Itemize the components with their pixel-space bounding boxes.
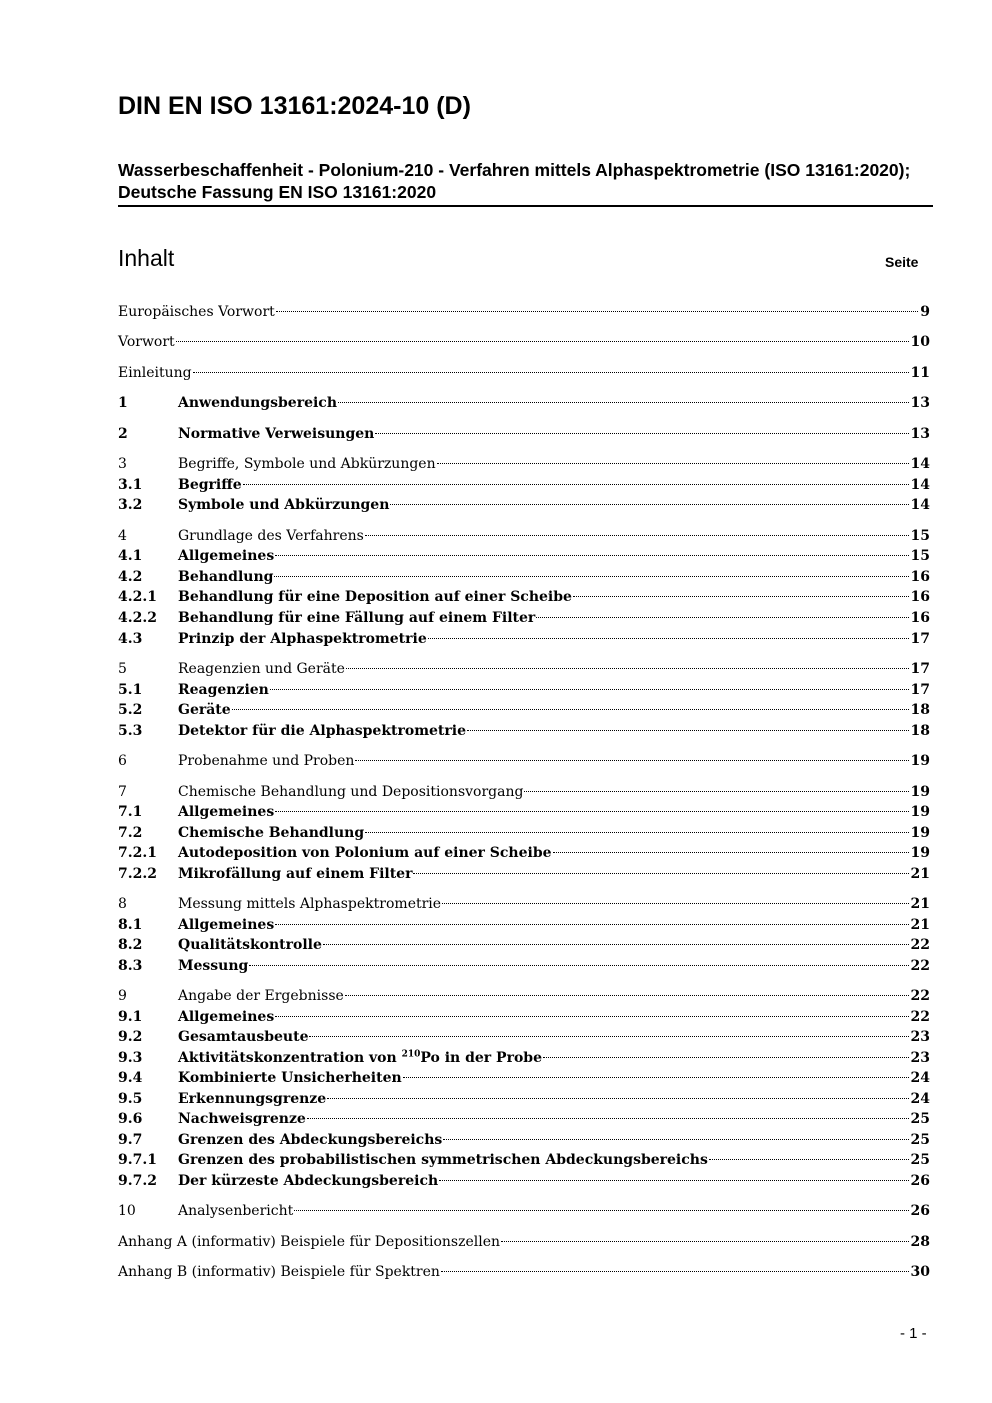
toc-entry-label: Prinzip der Alphaspektrometrie — [178, 631, 427, 647]
toc-dot-leader — [275, 811, 908, 812]
toc-dot-leader — [232, 709, 909, 710]
toc-entry-number: 4.2.2 — [118, 610, 157, 626]
toc-dot-leader — [346, 668, 909, 669]
toc-entry-number: 9.3 — [118, 1050, 143, 1066]
toc-dot-leader — [442, 903, 908, 904]
toc-entry-label: Allgemeines — [178, 917, 275, 933]
toc-entry-label-text: Aktivitätskonzentration von — [178, 1050, 402, 1066]
toc-dot-leader — [365, 832, 908, 833]
toc-entry-page: 14 — [910, 456, 930, 472]
toc-entry-label: Einleitung — [118, 365, 192, 381]
toc-dot-leader — [327, 1098, 908, 1099]
toc-entry-number: 9.4 — [118, 1070, 143, 1086]
toc-entry-page: 19 — [910, 845, 930, 861]
toc-dot-leader — [275, 924, 908, 925]
toc-entry-page: 13 — [910, 426, 930, 442]
toc-entry-label: Anhang B (informativ) Beispiele für Spektren — [118, 1264, 440, 1280]
toc-entry-page: 17 — [910, 661, 930, 677]
toc-entry-number: 3.2 — [118, 497, 143, 513]
toc-entry-number: 7.2.1 — [118, 845, 157, 861]
toc-entry[interactable] — [118, 823, 930, 843]
toc-entry-number: 7.1 — [118, 804, 143, 820]
toc-entry-page: 23 — [910, 1050, 930, 1066]
toc-entry-label: Qualitätskontrolle — [178, 937, 322, 953]
toc-entry[interactable] — [118, 424, 930, 444]
toc-entry-page: 26 — [910, 1203, 930, 1219]
toc-entry-number: 3 — [118, 456, 127, 472]
toc-dot-leader — [355, 760, 908, 761]
toc-page-column-header: Seite — [885, 254, 919, 270]
toc-entry-page: 19 — [910, 784, 930, 800]
toc-dot-leader — [439, 1180, 908, 1181]
toc-entry[interactable] — [118, 700, 930, 720]
toc-entry-label: Begriffe, Symbole und Abkürzungen — [178, 456, 436, 472]
toc-entry-page: 28 — [910, 1234, 930, 1250]
toc-dot-leader — [524, 791, 908, 792]
toc-dot-leader — [543, 1057, 909, 1058]
toc-entry-page: 16 — [910, 589, 930, 605]
toc-entry[interactable] — [118, 915, 930, 935]
toc-entry-label: Behandlung für eine Fällung auf einem Filter — [178, 610, 536, 626]
toc-entry-page: 23 — [910, 1029, 930, 1045]
toc-dot-leader — [375, 433, 908, 434]
toc-entry-page: 21 — [910, 896, 930, 912]
toc-entry-page: 18 — [910, 723, 930, 739]
toc-entry-label: Detektor für die Alphaspektrometrie — [178, 723, 466, 739]
toc-entry[interactable] — [118, 454, 930, 474]
toc-entry[interactable] — [118, 1089, 930, 1109]
toc-entry-page: 18 — [910, 702, 930, 718]
toc-dot-leader — [536, 617, 908, 618]
toc-entry-number: 4.3 — [118, 631, 143, 647]
toc-entry[interactable] — [118, 1007, 930, 1027]
toc-entry-label: Mikrofällung auf einem Filter — [178, 866, 413, 882]
toc-entry-number: 7.2.2 — [118, 866, 157, 882]
toc-entry-label: Reagenzien — [178, 682, 269, 698]
toc-entry-number: 9.7.2 — [118, 1173, 157, 1189]
toc-entry-number: 10 — [118, 1203, 136, 1219]
toc-entry-label: Normative Verweisungen — [178, 426, 375, 442]
toc-entry-page: 21 — [910, 866, 930, 882]
toc-entry[interactable] — [118, 1201, 930, 1221]
toc-entry[interactable] — [118, 546, 930, 566]
toc-entry-label: Europäisches Vorwort — [118, 304, 275, 320]
toc-entry-page: 13 — [910, 395, 930, 411]
toc-entry-label: Grundlage des Verfahrens — [178, 528, 364, 544]
toc-dot-leader — [275, 555, 908, 556]
toc-dot-leader — [309, 1036, 908, 1037]
toc-entry-number: 9.6 — [118, 1111, 143, 1127]
toc-entry-page: 25 — [910, 1111, 930, 1127]
toc-entry-label-text: Po in der Probe — [420, 1050, 542, 1066]
toc-entry-page: 25 — [910, 1132, 930, 1148]
toc-entry[interactable] — [118, 526, 930, 546]
toc-dot-leader — [467, 730, 909, 731]
toc-entry-number: 8.1 — [118, 917, 143, 933]
toc-entry-number: 4.2.1 — [118, 589, 157, 605]
toc-entry-label: Behandlung für eine Deposition auf einer Scheibe — [178, 589, 572, 605]
toc-entry-number: 5.1 — [118, 682, 143, 698]
toc-entry-number: 9.2 — [118, 1029, 143, 1045]
toc-entry-number: 4.2 — [118, 569, 143, 585]
toc-dot-leader — [270, 689, 909, 690]
toc-entry-label: Probenahme und Proben — [178, 753, 355, 769]
toc-entry[interactable] — [118, 721, 930, 741]
toc-entry-label: Erkennungsgrenze — [178, 1091, 327, 1107]
toc-entry-label: Anhang A (informativ) Beispiele für Depositionszellen — [118, 1234, 501, 1250]
toc-entry[interactable] — [118, 986, 930, 1006]
toc-dot-leader — [345, 995, 909, 996]
toc-entry-label: Gesamtausbeute — [178, 1029, 309, 1045]
toc-dot-leader — [501, 1241, 909, 1242]
toc-entry-page: 9 — [920, 304, 930, 320]
isotope-superscript: 210 — [401, 1049, 421, 1060]
toc-entry-page: 17 — [910, 682, 930, 698]
toc-dot-leader — [441, 1271, 909, 1272]
toc-entry-label: Nachweisgrenze — [178, 1111, 306, 1127]
toc-entry-number: 9.7 — [118, 1132, 143, 1148]
toc-entry-number: 8.2 — [118, 937, 143, 953]
toc-dot-leader — [275, 1016, 908, 1017]
title-divider — [118, 205, 933, 207]
page-number: - 1 - — [900, 1325, 927, 1342]
toc-entry[interactable] — [118, 495, 930, 515]
toc-dot-leader — [176, 341, 909, 342]
toc-entry-number: 9 — [118, 988, 127, 1004]
toc-dot-leader — [294, 1210, 908, 1211]
toc-entry-page: 15 — [910, 548, 930, 564]
toc-entry-label: Anwendungsbereich — [178, 395, 337, 411]
toc-entry-label: Kombinierte Unsicherheiten — [178, 1070, 402, 1086]
toc-entry[interactable] — [118, 393, 930, 413]
toc-dot-leader — [428, 638, 909, 639]
toc-entry-page: 22 — [910, 988, 930, 1004]
toc-entry[interactable] — [118, 567, 930, 587]
toc-dot-leader — [413, 873, 908, 874]
toc-entry-number: 3.1 — [118, 477, 143, 493]
toc-entry-number: 8 — [118, 896, 127, 912]
toc-entry[interactable] — [118, 629, 930, 649]
toc-entry-number: 9.5 — [118, 1091, 143, 1107]
toc-dot-leader — [709, 1159, 909, 1160]
toc-entry-page: 21 — [910, 917, 930, 933]
toc-dot-leader — [573, 596, 909, 597]
toc-entry[interactable] — [118, 363, 930, 383]
toc-entry-label: Geräte — [178, 702, 231, 718]
toc-entry-page: 16 — [910, 569, 930, 585]
toc-entry-page: 11 — [910, 365, 930, 381]
toc-entry[interactable] — [118, 751, 930, 771]
toc-heading: Inhalt — [118, 245, 175, 271]
toc-entry-label: Allgemeines — [178, 548, 275, 564]
toc-entry[interactable] — [118, 1048, 930, 1068]
toc-entry-page: 17 — [910, 631, 930, 647]
toc-entry-label: Analysenbericht — [178, 1203, 294, 1219]
toc-entry[interactable] — [118, 802, 930, 822]
toc-entry-label: Allgemeines — [178, 804, 275, 820]
toc-entry-number: 2 — [118, 426, 128, 442]
toc-entry-number: 7.2 — [118, 825, 143, 841]
toc-dot-leader — [249, 965, 908, 966]
toc-entry-number: 4.1 — [118, 548, 143, 564]
toc-entry-number: 4 — [118, 528, 127, 544]
toc-entry-label: Behandlung — [178, 569, 274, 585]
toc-dot-leader — [307, 1118, 909, 1119]
toc-entry-number: 9.1 — [118, 1009, 143, 1025]
toc-entry-number: 8.3 — [118, 958, 143, 974]
toc-entry[interactable] — [118, 302, 930, 322]
toc-entry-label: Begriffe — [178, 477, 242, 493]
document-title: DIN EN ISO 13161:2024-10 (D) — [118, 92, 471, 120]
toc-entry-number: 1 — [118, 395, 128, 411]
toc-entry-number: 5 — [118, 661, 127, 677]
toc-entry[interactable] — [118, 1068, 930, 1088]
toc-entry[interactable] — [118, 1262, 930, 1282]
toc-entry-number: 5.2 — [118, 702, 143, 718]
toc-entry-label: Autodeposition von Polonium auf einer Scheibe — [178, 845, 552, 861]
toc-dot-leader — [365, 535, 909, 536]
toc-entry[interactable] — [118, 332, 930, 352]
toc-entry[interactable] — [118, 864, 930, 884]
toc-entry-page: 16 — [910, 610, 930, 626]
toc-entry-page: 15 — [910, 528, 930, 544]
toc-dot-leader — [443, 1139, 908, 1140]
toc-entry-label: Symbole und Abkürzungen — [178, 497, 390, 513]
toc-entry-label — [178, 1048, 542, 1068]
toc-entry-page: 25 — [910, 1152, 930, 1168]
toc-entry-number: 7 — [118, 784, 127, 800]
toc-entry-label: Chemische Behandlung und Depositionsvorgang — [178, 784, 524, 800]
toc-entry-page: 22 — [910, 1009, 930, 1025]
toc-entry[interactable] — [118, 680, 930, 700]
toc-entry-label: Messung mittels Alphaspektrometrie — [178, 896, 442, 912]
toc-entry-page: 10 — [910, 334, 930, 350]
toc-dot-leader — [274, 576, 908, 577]
toc-entry-label: Der kürzeste Abdeckungsbereich — [178, 1173, 439, 1189]
toc-entry-label: Messung — [178, 958, 249, 974]
toc-entry-label: Allgemeines — [178, 1009, 275, 1025]
toc-dot-leader — [276, 311, 918, 312]
toc-entry-page: 14 — [910, 497, 930, 513]
toc-entry[interactable] — [118, 894, 930, 914]
toc-entry[interactable] — [118, 956, 930, 976]
toc-entry-label: Reagenzien und Geräte — [178, 661, 345, 677]
toc-entry-label: Vorwort — [118, 334, 175, 350]
toc-entry[interactable] — [118, 1232, 930, 1252]
toc-entry-label: Grenzen des Abdeckungsbereichs — [178, 1132, 443, 1148]
toc-entry[interactable] — [118, 843, 930, 863]
toc-dot-leader — [553, 852, 909, 853]
toc-entry-page: 26 — [910, 1173, 930, 1189]
toc-dot-leader — [323, 944, 909, 945]
toc-entry[interactable] — [118, 1027, 930, 1047]
toc-dot-leader — [243, 484, 909, 485]
toc-entry[interactable] — [118, 659, 930, 679]
toc-entry[interactable] — [118, 1150, 930, 1170]
toc-entry-number: 6 — [118, 753, 127, 769]
toc-entry[interactable] — [118, 782, 930, 802]
toc-entry[interactable] — [118, 1171, 930, 1191]
toc-entry[interactable] — [118, 1109, 930, 1129]
toc-entry-page: 19 — [910, 753, 930, 769]
toc-entry[interactable] — [118, 935, 930, 955]
toc-entry[interactable] — [118, 587, 930, 607]
toc-entry-page: 19 — [910, 804, 930, 820]
toc-entry-number: 9.7.1 — [118, 1152, 157, 1168]
toc-entry[interactable] — [118, 1130, 930, 1150]
toc-entry-page: 22 — [910, 937, 930, 953]
toc-entry[interactable] — [118, 475, 930, 495]
toc-entry-page: 19 — [910, 825, 930, 841]
toc-entry-page: 14 — [910, 477, 930, 493]
toc-entry-page: 24 — [910, 1091, 930, 1107]
document-subtitle: Wasserbeschaffenheit - Polonium-210 - Verfahren mittels Alphaspektrometrie (ISO 13161:2020); Deutsche Fassung EN ISO 13161:2020 — [118, 160, 911, 202]
toc-dot-leader — [403, 1077, 909, 1078]
toc-entry-number: 5.3 — [118, 723, 143, 739]
toc-dot-leader — [193, 372, 909, 373]
toc-entry-label: Angabe der Ergebnisse — [178, 988, 344, 1004]
toc-dot-leader — [338, 402, 909, 403]
toc-entry[interactable] — [118, 608, 930, 628]
toc-entry-label: Grenzen des probabilistischen symmetrischen Abdeckungsbereichs — [178, 1152, 708, 1168]
toc-entry-label: Chemische Behandlung — [178, 825, 365, 841]
toc-entry-page: 24 — [910, 1070, 930, 1086]
toc-dot-leader — [390, 504, 908, 505]
toc-dot-leader — [437, 463, 909, 464]
toc-entry-page: 30 — [910, 1264, 930, 1280]
toc-entry-page: 22 — [910, 958, 930, 974]
